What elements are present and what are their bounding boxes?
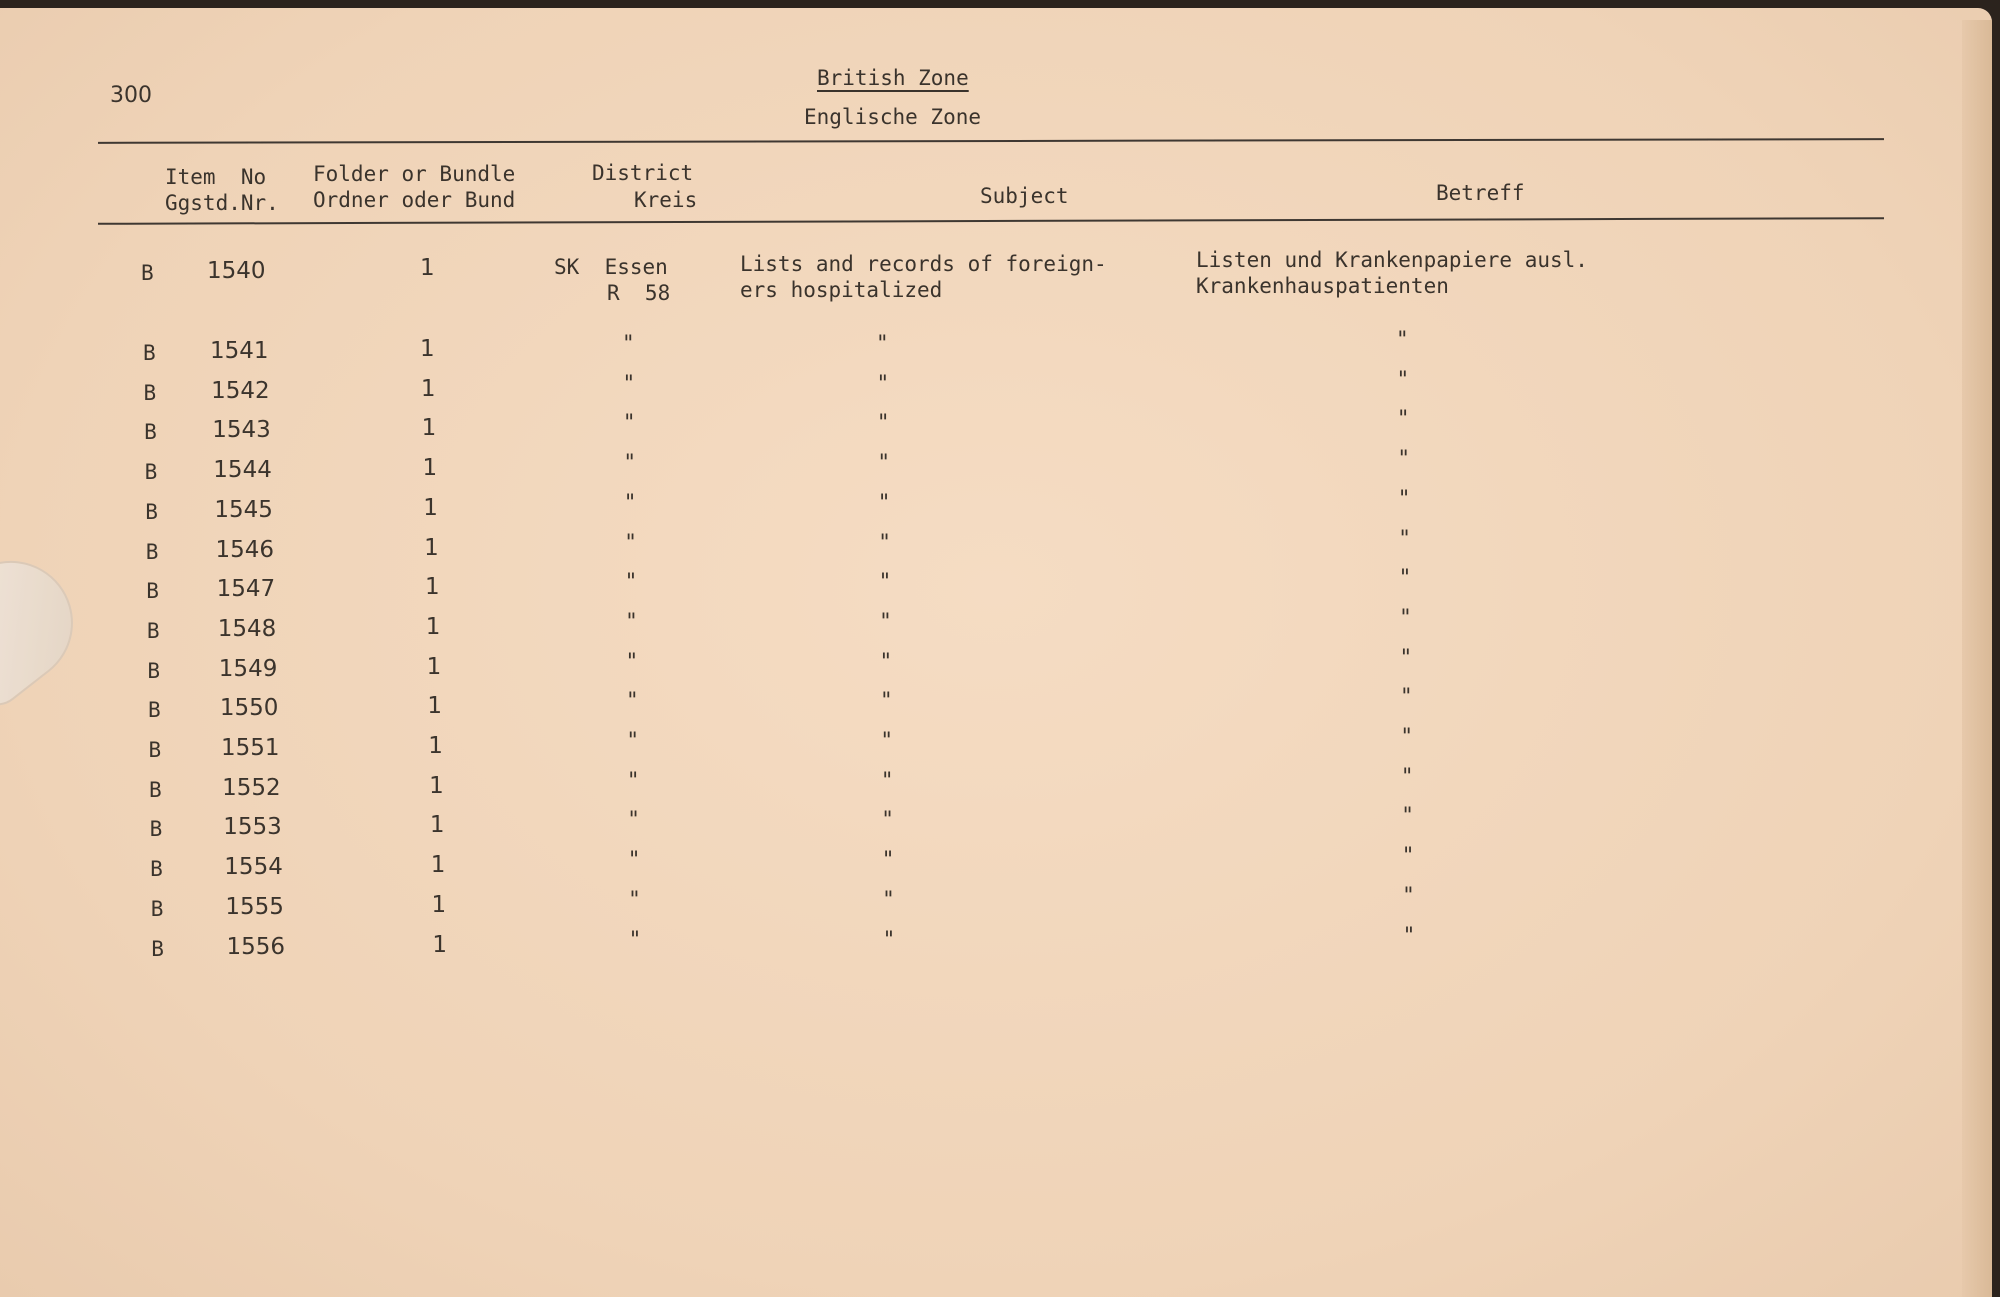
row-folder-count: 1: [429, 772, 444, 799]
row-subject-ditto: ": [878, 569, 892, 594]
row-folder-count: 1: [430, 852, 446, 879]
row-district-ditto: ": [625, 688, 639, 713]
row-subject-ditto: ": [881, 847, 895, 872]
row-subject-line2: ers hospitalized: [740, 278, 943, 302]
row-prefix: B: [147, 658, 161, 683]
page-subtitle: Englische Zone: [804, 105, 982, 129]
row-item-number: 1549: [218, 655, 278, 682]
row-subject-ditto: ": [882, 926, 896, 951]
row-district-ditto: ": [626, 728, 640, 752]
header-item-line1: Item No: [165, 165, 267, 189]
row-district-ditto: ": [628, 926, 642, 951]
row-prefix: B: [143, 341, 156, 365]
row-betreff-ditto: ": [1396, 327, 1409, 351]
row-prefix: B: [146, 618, 160, 643]
row-item-number: 1550: [219, 695, 279, 722]
page-title: British Zone: [817, 66, 969, 90]
row-item-number: 1552: [222, 774, 281, 801]
header-betreff: Betreff: [1436, 181, 1525, 205]
row-prefix: B: [147, 698, 161, 723]
row-folder-count: 1: [420, 255, 435, 281]
row-folder-count: 1: [427, 693, 443, 720]
row-folder-count: 1: [421, 415, 437, 442]
document-page: [0, 8, 1992, 1297]
row-subject-ditto: ": [880, 767, 894, 792]
row-district-ditto: ": [625, 648, 639, 673]
row-district-ditto: ": [626, 767, 640, 792]
row-district-line1: SK Essen: [554, 255, 668, 279]
row-betreff-line1: Listen und Krankenpapiere ausl.: [1196, 248, 1588, 272]
row-folder-count: 1: [426, 653, 442, 680]
row-subject-ditto: ": [879, 688, 893, 713]
header-bottom-rule: [98, 217, 1884, 225]
row-prefix: B: [144, 460, 158, 485]
row-subject-ditto: ": [881, 807, 894, 832]
header-folder-line1: Folder or Bundle: [313, 162, 516, 186]
row-subject-ditto: ": [876, 331, 889, 355]
row-subject-line1: Lists and records of foreign-: [740, 252, 1107, 276]
row-betreff-ditto: ": [1396, 406, 1410, 431]
row-item-number: 1546: [215, 536, 275, 563]
header-district-line2: Kreis: [634, 188, 698, 212]
row-district-ditto: ": [622, 370, 636, 395]
row-prefix: B: [150, 896, 164, 921]
row-folder-count: 1: [428, 733, 443, 759]
row-subject-ditto: ": [879, 648, 893, 673]
row-prefix: B: [145, 499, 158, 524]
row-prefix: B: [145, 539, 159, 564]
row-folder-count: 1: [420, 375, 436, 402]
row-item-number: 1553: [223, 814, 282, 841]
row-district-ditto: ": [622, 410, 636, 435]
row-item-number: 1556: [226, 933, 286, 960]
row-prefix: B: [148, 738, 162, 762]
row-district-ditto: ": [624, 529, 637, 554]
row-item-number: 1541: [210, 338, 269, 364]
row-prefix: B: [146, 579, 159, 604]
row-district-ditto: ": [622, 331, 635, 355]
row-subject-ditto: ": [876, 370, 890, 395]
row-district-ditto: ": [623, 489, 637, 514]
row-folder-count: 1: [432, 931, 448, 958]
row-folder-count: 1: [420, 336, 435, 362]
row-betreff-ditto: ": [1396, 366, 1410, 391]
row-item-number: 1547: [216, 576, 276, 603]
row-item-number: 1544: [213, 457, 272, 484]
row-betreff-ditto: ": [1401, 803, 1414, 828]
row-subject-ditto: ": [876, 410, 890, 435]
row-district-line2: R 58: [607, 281, 671, 305]
row-betreff-ditto: ": [1399, 684, 1413, 709]
row-district-ditto: ": [627, 807, 640, 832]
row-item-number: 1548: [217, 615, 277, 642]
row-prefix: B: [144, 420, 157, 445]
row-item-number: 1554: [224, 854, 283, 881]
row-folder-count: 1: [424, 534, 439, 561]
header-folder-line2: Ordner oder Bund: [313, 188, 516, 212]
header-top-rule: [98, 138, 1884, 144]
row-betreff-ditto: ": [1398, 565, 1412, 590]
row-prefix: B: [151, 936, 164, 961]
row-subject-ditto: ": [880, 728, 894, 752]
row-betreff-ditto: ": [1399, 644, 1413, 669]
row-folder-count: 1: [425, 613, 441, 640]
row-folder-count: 1: [422, 455, 438, 482]
row-folder-count: 1: [423, 494, 438, 521]
page-number: 300: [110, 83, 152, 108]
row-betreff-ditto: ": [1402, 922, 1416, 947]
row-subject-ditto: ": [882, 886, 895, 911]
row-folder-count: 1: [429, 812, 445, 839]
row-subject-ditto: ": [879, 608, 892, 633]
row-district-ditto: ": [628, 886, 641, 911]
row-item-number: 1540: [207, 258, 266, 284]
row-subject-ditto: ": [878, 529, 891, 554]
row-betreff-ditto: ": [1397, 446, 1410, 471]
row-folder-count: 1: [431, 891, 447, 918]
row-item-number: 1542: [211, 377, 270, 404]
row-betreff-ditto: ": [1397, 485, 1411, 510]
row-prefix: B: [150, 857, 163, 882]
row-item-number: 1551: [221, 735, 280, 761]
row-betreff-line2: Krankenhauspatienten: [1196, 274, 1449, 298]
header-district-line1: District: [592, 161, 694, 185]
row-item-number: 1543: [212, 417, 271, 444]
row-betreff-ditto: ": [1402, 882, 1415, 907]
row-district-ditto: ": [624, 569, 638, 594]
row-prefix: B: [143, 380, 157, 405]
row-betreff-ditto: ": [1398, 525, 1411, 550]
row-item-number: 1545: [214, 496, 273, 523]
row-district-ditto: ": [627, 847, 641, 872]
header-item-line2: Ggstd.Nr.: [165, 191, 279, 215]
row-folder-count: 1: [424, 574, 440, 601]
row-district-ditto: ": [625, 608, 638, 633]
header-subject: Subject: [980, 184, 1069, 208]
row-betreff-ditto: ": [1400, 724, 1414, 748]
row-betreff-ditto: ": [1400, 763, 1414, 788]
paper-clip-icon: [0, 536, 98, 716]
row-betreff-ditto: ": [1399, 604, 1412, 629]
row-district-ditto: ": [623, 450, 636, 475]
row-prefix: B: [141, 261, 154, 285]
row-betreff-ditto: ": [1401, 843, 1415, 868]
page-edge: [1962, 20, 1992, 1297]
row-subject-ditto: ": [877, 450, 890, 475]
row-subject-ditto: ": [877, 489, 891, 514]
row-prefix: B: [149, 777, 162, 802]
row-prefix: B: [149, 817, 163, 842]
row-item-number: 1555: [225, 893, 284, 920]
